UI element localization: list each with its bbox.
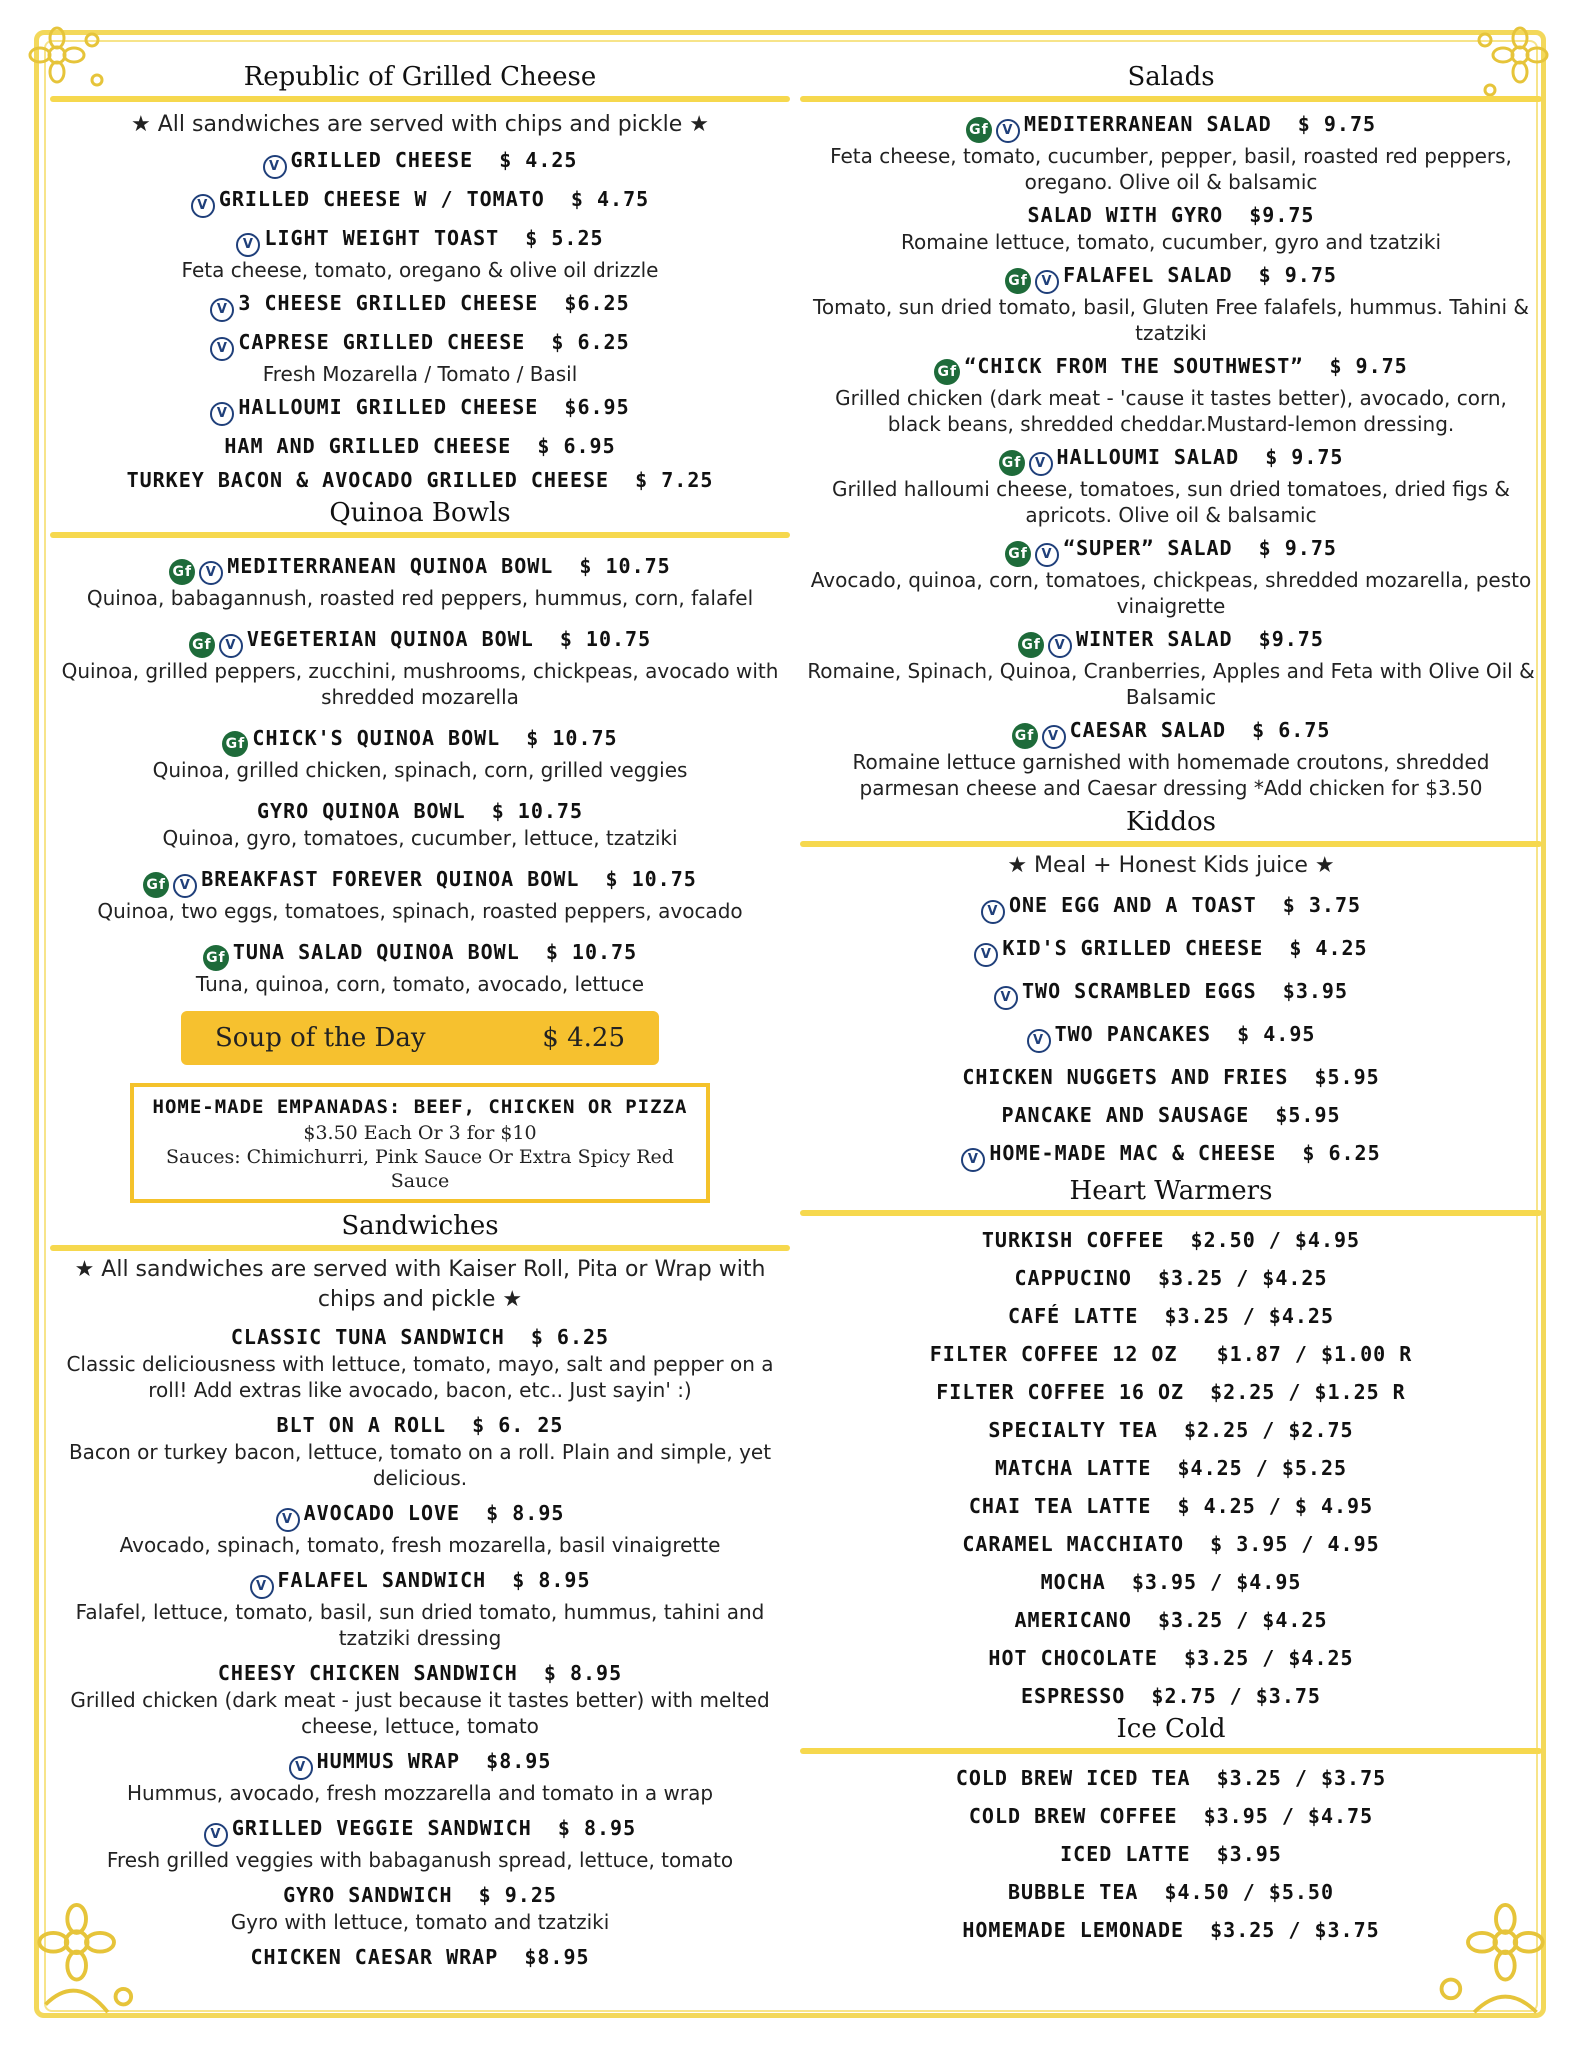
item-name-text: CHEESY CHICKEN SANDWICH $ 8.95 xyxy=(217,1661,623,1685)
item-name xyxy=(50,1659,790,1687)
item-name xyxy=(50,1411,790,1439)
gluten-free-icon: Gf xyxy=(934,359,960,385)
item-name-text: HUMMUS WRAP $8.95 xyxy=(316,1749,552,1773)
item-name-text: HOMEMADE LEMONADE $3.25 / $3.75 xyxy=(962,1918,1380,1942)
menu-item xyxy=(800,977,1542,1010)
ice-cold-list xyxy=(800,1764,1542,1944)
menu-item xyxy=(50,393,790,426)
item-name-text: WINTER SALAD $9.75 xyxy=(1076,627,1324,651)
section-kiddos xyxy=(800,807,1542,1172)
item-description: Hummus, avocado, fresh mozzarella and tomato in a wrap xyxy=(126,1781,714,1805)
item-name-text: PANCAKE AND SAUSAGE $5.95 xyxy=(1001,1103,1341,1127)
section-heart-warmers xyxy=(800,1176,1542,1710)
item-name xyxy=(800,1101,1542,1129)
menu-item xyxy=(50,146,790,179)
item-name-text: CHICKEN NUGGETS AND FRIES $5.95 xyxy=(962,1065,1380,1089)
item-name-text: CLASSIC TUNA SANDWICH $ 6.25 xyxy=(230,1325,610,1349)
item-name-text: GYRO SANDWICH $ 9.25 xyxy=(283,1883,557,1907)
gluten-free-icon: Gf xyxy=(999,450,1025,476)
menu-item xyxy=(50,328,790,387)
grilled-cheese-list xyxy=(50,146,790,494)
item-name xyxy=(800,1644,1542,1672)
item-name-text: COLD BREW COFFEE $3.95 / $4.75 xyxy=(968,1804,1374,1828)
item-name-text: “SUPER” SALAD $ 9.75 xyxy=(1063,536,1337,560)
item-description: Classic deliciousness with lettuce, tomato, mayo, salt and pepper on a roll! Add extras like avocado, bacon, etc.. Just sayin' :) xyxy=(66,1352,774,1402)
section-divider xyxy=(50,1245,790,1251)
menu-item xyxy=(50,1323,790,1403)
soup-price: $ 4.25 xyxy=(542,1023,625,1053)
item-name-text: MEDITERRANEAN SALAD $ 9.75 xyxy=(1023,112,1377,136)
section-divider xyxy=(800,1210,1542,1216)
item-name xyxy=(800,261,1542,294)
section-sandwiches xyxy=(50,1211,790,1971)
menu-item xyxy=(50,185,790,218)
section-title: Quinoa Bowls xyxy=(329,498,511,528)
item-name-text: GRILLED CHEESE $ 4.25 xyxy=(290,148,578,172)
item-name xyxy=(50,797,790,825)
item-description: Romaine lettuce, tomato, cucumber, gyro and tzatziki xyxy=(901,230,1441,254)
item-name-text: CAFÉ LATTE $3.25 / $4.25 xyxy=(1007,1304,1335,1328)
item-description: Avocado, quinoa, corn, tomatoes, chickpeas, shredded mozarella, pesto vinaigrette xyxy=(810,568,1532,618)
gluten-free-icon: Gf xyxy=(966,117,992,143)
vegetarian-icon: V xyxy=(996,119,1020,143)
menu-item xyxy=(800,1020,1542,1053)
item-name-text: TUNA SALAD QUINOA BOWL $ 10.75 xyxy=(232,940,638,964)
vegetarian-icon: V xyxy=(236,233,260,257)
item-name xyxy=(50,1499,790,1532)
item-name xyxy=(50,552,790,585)
menu-item xyxy=(800,1530,1542,1558)
menu-item xyxy=(50,865,790,924)
item-description: Romaine lettuce garnished with homemade croutons, shredded parmesan cheese and Caesar dressing *Add chicken for $3.50 xyxy=(852,750,1490,800)
gluten-free-icon: Gf xyxy=(189,632,215,658)
item-description: Tuna, quinoa, corn, tomato, avocado, lettuce xyxy=(195,972,645,996)
item-name xyxy=(50,1881,790,1909)
item-name xyxy=(50,865,790,898)
item-description: Grilled chicken (dark meat - 'cause it tastes better), avocado, corn, black beans, shredded cheddar.Mustard-lemon dressing. xyxy=(835,386,1507,436)
item-name-text: FALAFEL SALAD $ 9.75 xyxy=(1063,263,1337,287)
menu-item xyxy=(800,1378,1542,1406)
item-name-text: ICED LATTE $3.95 xyxy=(1060,1842,1282,1866)
item-name-text: AMERICANO $3.25 / $4.25 xyxy=(1014,1608,1328,1632)
menu-item xyxy=(800,1840,1542,1868)
vegetarian-icon: V xyxy=(994,986,1018,1010)
item-name xyxy=(800,891,1542,924)
item-name-text: MEDITERRANEAN QUINOA BOWL $ 10.75 xyxy=(227,554,671,578)
item-name xyxy=(50,328,790,361)
menu-item xyxy=(50,1747,790,1806)
item-name-text: GRILLED VEGGIE SANDWICH $ 8.95 xyxy=(231,1816,637,1840)
item-name-text: BREAKFAST FOREVER QUINOA BOWL $ 10.75 xyxy=(201,867,697,891)
menu-item xyxy=(50,1881,790,1935)
item-name xyxy=(50,1943,790,1971)
kiddos-list xyxy=(800,891,1542,1172)
item-name xyxy=(800,1340,1542,1368)
item-name-text: TURKISH COFFEE $2.50 / $4.95 xyxy=(981,1228,1361,1252)
item-name xyxy=(800,1226,1542,1254)
item-name-text: FALAFEL SANDWICH $ 8.95 xyxy=(277,1568,591,1592)
item-name-text: HALLOUMI SALAD $ 9.75 xyxy=(1056,445,1344,469)
empanadas-sauces: Sauces: Chimichurri, Pink Sauce Or Extra Spicy Red Sauce xyxy=(166,1146,674,1192)
item-name xyxy=(800,1568,1542,1596)
item-name xyxy=(800,1139,1542,1172)
item-name xyxy=(50,393,790,426)
menu-item xyxy=(800,1878,1542,1906)
section-title: Republic of Grilled Cheese xyxy=(243,62,597,92)
item-description: Fresh Mozarella / Tomato / Basil xyxy=(262,362,578,386)
item-name-text: CAPPUCINO $3.25 / $4.25 xyxy=(1014,1266,1328,1290)
gluten-free-icon: Gf xyxy=(1012,723,1038,749)
item-description: Falafel, lettuce, tomato, basil, sun dried tomato, hummus, tahini and tzatziki dressing xyxy=(75,1600,765,1650)
item-description: Feta cheese, tomato, oregano & olive oil drizzle xyxy=(181,258,659,282)
item-name-text: LIGHT WEIGHT TOAST $ 5.25 xyxy=(264,226,604,250)
item-name-text: HAM AND GRILLED CHEESE $ 6.95 xyxy=(224,434,616,458)
section-quinoa-bowls xyxy=(50,498,790,997)
item-name xyxy=(50,146,790,179)
section-note: ★ All sandwiches are served with Kaiser Roll, Pita or Wrap with chips and pickle ★ xyxy=(74,1257,766,1312)
item-name xyxy=(50,185,790,218)
item-name xyxy=(800,443,1542,476)
menu-item xyxy=(50,552,790,611)
section-divider xyxy=(50,532,790,538)
vegetarian-icon: V xyxy=(1027,1029,1051,1053)
item-name xyxy=(800,1606,1542,1634)
item-name xyxy=(800,1916,1542,1944)
item-name-text: FILTER COFFEE 16 OZ $2.25 / $1.25 R xyxy=(936,1380,1406,1404)
item-name-text: MOCHA $3.95 / $4.95 xyxy=(1040,1570,1302,1594)
vegetarian-icon: V xyxy=(210,402,234,426)
item-name xyxy=(800,201,1542,229)
vegetarian-icon: V xyxy=(1035,270,1059,294)
item-name-text: BUBBLE TEA $4.50 / $5.50 xyxy=(1007,1880,1335,1904)
item-name xyxy=(800,1454,1542,1482)
gluten-free-icon: Gf xyxy=(203,945,229,971)
menu-item xyxy=(800,352,1542,437)
item-name xyxy=(800,1020,1542,1053)
item-name xyxy=(800,1492,1542,1520)
menu-item xyxy=(800,1101,1542,1129)
item-name-text: “CHICK FROM THE SOUTHWEST” $ 9.75 xyxy=(964,354,1408,378)
menu-item xyxy=(50,224,790,283)
item-description: Gyro with lettuce, tomato and tzatziki xyxy=(230,1910,610,1934)
item-description: Avocado, spinach, tomato, fresh mozarella, basil vinaigrette xyxy=(119,1533,721,1557)
menu-item xyxy=(800,1764,1542,1792)
item-description: Quinoa, grilled chicken, spinach, corn, grilled veggies xyxy=(152,758,688,782)
item-name-text: SPECIALTY TEA $2.25 / $2.75 xyxy=(988,1418,1354,1442)
item-name xyxy=(800,1264,1542,1292)
item-name-text: TWO SCRAMBLED EGGS $3.95 xyxy=(1021,979,1349,1003)
item-name-text: CHAI TEA LATTE $ 4.25 / $ 4.95 xyxy=(968,1494,1374,1518)
item-description: Grilled chicken (dark meat - just because it tastes better) with melted cheese, lettuce, tomato xyxy=(70,1688,770,1738)
vegetarian-icon: V xyxy=(210,337,234,361)
item-name xyxy=(50,1747,790,1780)
item-name-text: ESPRESSO $2.75 / $3.75 xyxy=(1021,1684,1321,1708)
item-description: Tomato, sun dried tomato, basil, Gluten Free falafels, hummus. Tahini & tzatziki xyxy=(813,295,1529,345)
item-name-text: CARAMEL MACCHIATO $ 3.95 / 4.95 xyxy=(962,1532,1380,1556)
item-description: Quinoa, grilled peppers, zucchini, mushrooms, chickpeas, avocado with shredded mozarella xyxy=(61,659,779,709)
section-divider xyxy=(800,96,1542,102)
menu-item xyxy=(50,1943,790,1971)
menu-item xyxy=(50,797,790,851)
item-name-text: CHICKEN CAESAR WRAP $8.95 xyxy=(250,1945,590,1969)
menu-item xyxy=(800,1226,1542,1254)
item-name-text: GRILLED CHEESE W / TOMATO $ 4.75 xyxy=(218,187,650,211)
section-title: Sandwiches xyxy=(341,1211,499,1241)
section-divider xyxy=(50,96,790,102)
menu-item xyxy=(50,1499,790,1558)
vegetarian-icon: V xyxy=(289,1756,313,1780)
section-title: Salads xyxy=(1127,62,1215,92)
menu-item xyxy=(800,1340,1542,1368)
item-name xyxy=(800,977,1542,1010)
menu-item xyxy=(800,1139,1542,1172)
menu-item xyxy=(800,1063,1542,1091)
vegetarian-icon: V xyxy=(276,1508,300,1532)
menu-item xyxy=(800,110,1542,195)
menu-item xyxy=(50,1411,790,1491)
item-description: Quinoa, gyro, tomatoes, cucumber, lettuce, tzatziki xyxy=(162,826,678,850)
item-name xyxy=(50,224,790,257)
item-name-text: SALAD WITH GYRO $9.75 xyxy=(1027,203,1315,227)
vegetarian-icon: V xyxy=(219,634,243,658)
menu-item xyxy=(800,1682,1542,1710)
item-name xyxy=(50,289,790,322)
salads-list xyxy=(800,110,1542,801)
menu-item xyxy=(50,1659,790,1739)
menu-item xyxy=(800,934,1542,967)
item-name xyxy=(800,1530,1542,1558)
section-ice-cold xyxy=(800,1714,1542,1944)
section-divider xyxy=(800,841,1542,847)
menu-item xyxy=(800,1606,1542,1634)
item-name xyxy=(800,1878,1542,1906)
menu-item xyxy=(800,716,1542,801)
item-name-text: MATCHA LATTE $4.25 / $5.25 xyxy=(994,1456,1348,1480)
item-name-text: FILTER COFFEE 12 OZ $1.87 / $1.00 R xyxy=(929,1342,1413,1366)
item-description: Feta cheese, tomato, cucumber, pepper, basil, roasted red peppers, oregano. Olive oil & balsamic xyxy=(830,144,1512,194)
quinoa-bowls-list xyxy=(50,552,790,997)
gluten-free-icon: Gf xyxy=(222,731,248,757)
vegetarian-icon: V xyxy=(1042,725,1066,749)
item-name xyxy=(800,1302,1542,1330)
vegetarian-icon: V xyxy=(263,155,287,179)
right-column xyxy=(800,62,1542,1944)
menu-item xyxy=(800,1802,1542,1830)
section-divider xyxy=(800,1748,1542,1754)
menu-item xyxy=(50,466,790,494)
item-name xyxy=(800,934,1542,967)
item-name xyxy=(50,1814,790,1847)
menu-item xyxy=(50,724,790,783)
menu-item xyxy=(800,891,1542,924)
gluten-free-icon: Gf xyxy=(1005,268,1031,294)
section-title: Ice Cold xyxy=(1116,1714,1226,1744)
item-description: Bacon or turkey bacon, lettuce, tomato on a roll. Plain and simple, yet delicious. xyxy=(68,1440,772,1490)
empanadas-box xyxy=(130,1083,710,1203)
menu-item xyxy=(50,938,790,997)
menu-item xyxy=(50,1814,790,1873)
item-name xyxy=(800,534,1542,567)
item-name xyxy=(800,1416,1542,1444)
sandwiches-list xyxy=(50,1323,790,1971)
menu-item xyxy=(50,432,790,460)
menu-item xyxy=(800,261,1542,346)
item-name xyxy=(800,1682,1542,1710)
item-name xyxy=(800,625,1542,658)
item-name xyxy=(800,1840,1542,1868)
section-grilled-cheese xyxy=(50,62,790,494)
item-name xyxy=(50,432,790,460)
item-name xyxy=(800,1063,1542,1091)
item-description: Fresh grilled veggies with babaganush spread, lettuce, tomato xyxy=(106,1848,734,1872)
soup-label: Soup of the Day xyxy=(215,1023,426,1053)
menu-item xyxy=(800,443,1542,528)
item-name-text: AVOCADO LOVE $ 8.95 xyxy=(303,1501,565,1525)
item-name-text: VEGETERIAN QUINOA BOWL $ 10.75 xyxy=(246,627,652,651)
item-name xyxy=(800,1764,1542,1792)
gluten-free-icon: Gf xyxy=(1005,541,1031,567)
empanadas-price: $3.50 Each Or 3 for $10 xyxy=(303,1122,537,1144)
menu-item xyxy=(800,1644,1542,1672)
vegetarian-icon: V xyxy=(1035,543,1059,567)
gluten-free-icon: Gf xyxy=(1018,632,1044,658)
menu-item xyxy=(800,201,1542,255)
vegetarian-icon: V xyxy=(1048,634,1072,658)
section-salads xyxy=(800,62,1542,801)
item-name-text: TWO PANCAKES $ 4.95 xyxy=(1054,1022,1316,1046)
menu-item xyxy=(50,625,790,710)
menu-item xyxy=(800,1416,1542,1444)
menu-item xyxy=(800,1454,1542,1482)
item-name xyxy=(50,466,790,494)
section-title: Kiddos xyxy=(1125,807,1217,837)
item-name xyxy=(800,716,1542,749)
item-name-text: TURKEY BACON & AVOCADO GRILLED CHEESE $ 7.25 xyxy=(126,468,714,492)
item-name-text: CAPRESE GRILLED CHEESE $ 6.25 xyxy=(238,330,630,354)
menu-item xyxy=(50,289,790,322)
vegetarian-icon: V xyxy=(199,561,223,585)
item-description: Quinoa, babagannush, roasted red peppers, hummus, corn, falafel xyxy=(86,586,754,610)
vegetarian-icon: V xyxy=(204,1823,228,1847)
item-name-text: HALLOUMI GRILLED CHEESE $6.95 xyxy=(238,395,630,419)
vegetarian-icon: V xyxy=(173,874,197,898)
item-name-text: HOME-MADE MAC & CHEESE $ 6.25 xyxy=(989,1141,1381,1165)
gluten-free-icon: Gf xyxy=(169,559,195,585)
item-name-text: KID'S GRILLED CHEESE $ 4.25 xyxy=(1002,936,1368,960)
vegetarian-icon: V xyxy=(250,1575,274,1599)
item-name-text: HOT CHOCOLATE $3.25 / $4.25 xyxy=(988,1646,1354,1670)
item-description: Grilled halloumi cheese, tomatoes, sun dried tomatoes, dried figs & apricots. Olive oil & balsamic xyxy=(832,477,1510,527)
item-name-text: BLT ON A ROLL $ 6. 25 xyxy=(276,1413,564,1437)
item-name xyxy=(800,1378,1542,1406)
item-name-text: GYRO QUINOA BOWL $ 10.75 xyxy=(256,799,584,823)
item-description: Romaine, Spinach, Quinoa, Cranberries, Apples and Feta with Olive Oil & Balsamic xyxy=(807,659,1535,709)
item-name xyxy=(50,1323,790,1351)
menu-item xyxy=(50,1566,790,1651)
item-name xyxy=(50,938,790,971)
menu-item xyxy=(800,1916,1542,1944)
item-name xyxy=(800,110,1542,143)
gluten-free-icon: Gf xyxy=(143,872,169,898)
empanadas-title: HOME-MADE EMPANADAS: BEEF, CHICKEN OR PIZZA xyxy=(152,1096,688,1118)
vegetarian-icon: V xyxy=(1029,452,1053,476)
item-name xyxy=(50,724,790,757)
item-name-text: COLD BREW ICED TEA $3.25 / $3.75 xyxy=(955,1766,1387,1790)
menu-item xyxy=(800,1302,1542,1330)
vegetarian-icon: V xyxy=(191,194,215,218)
heart-warmers-list xyxy=(800,1226,1542,1710)
item-name xyxy=(800,1802,1542,1830)
left-column xyxy=(50,62,790,1971)
soup-of-the-day-banner xyxy=(181,1011,659,1065)
item-description: Quinoa, two eggs, tomatoes, spinach, roasted peppers, avocado xyxy=(97,899,743,923)
section-title: Heart Warmers xyxy=(1069,1176,1273,1206)
menu-item xyxy=(800,1492,1542,1520)
vegetarian-icon: V xyxy=(981,900,1005,924)
item-name-text: CHICK'S QUINOA BOWL $ 10.75 xyxy=(252,726,618,750)
menu-item xyxy=(800,625,1542,710)
item-name-text: 3 CHEESE GRILLED CHEESE $6.25 xyxy=(238,291,630,315)
item-name-text: ONE EGG AND A TOAST $ 3.75 xyxy=(1008,893,1362,917)
vegetarian-icon: V xyxy=(210,298,234,322)
item-name xyxy=(800,352,1542,385)
item-name xyxy=(50,625,790,658)
section-note: ★ Meal + Honest Kids juice ★ xyxy=(1007,853,1335,878)
vegetarian-icon: V xyxy=(961,1148,985,1172)
item-name-text: CAESAR SALAD $ 6.75 xyxy=(1069,718,1331,742)
section-note: ★ All sandwiches are served with chips and pickle ★ xyxy=(131,112,709,137)
menu-item xyxy=(800,534,1542,619)
menu-item xyxy=(800,1264,1542,1292)
item-name xyxy=(50,1566,790,1599)
menu-item xyxy=(800,1568,1542,1596)
vegetarian-icon: V xyxy=(974,943,998,967)
